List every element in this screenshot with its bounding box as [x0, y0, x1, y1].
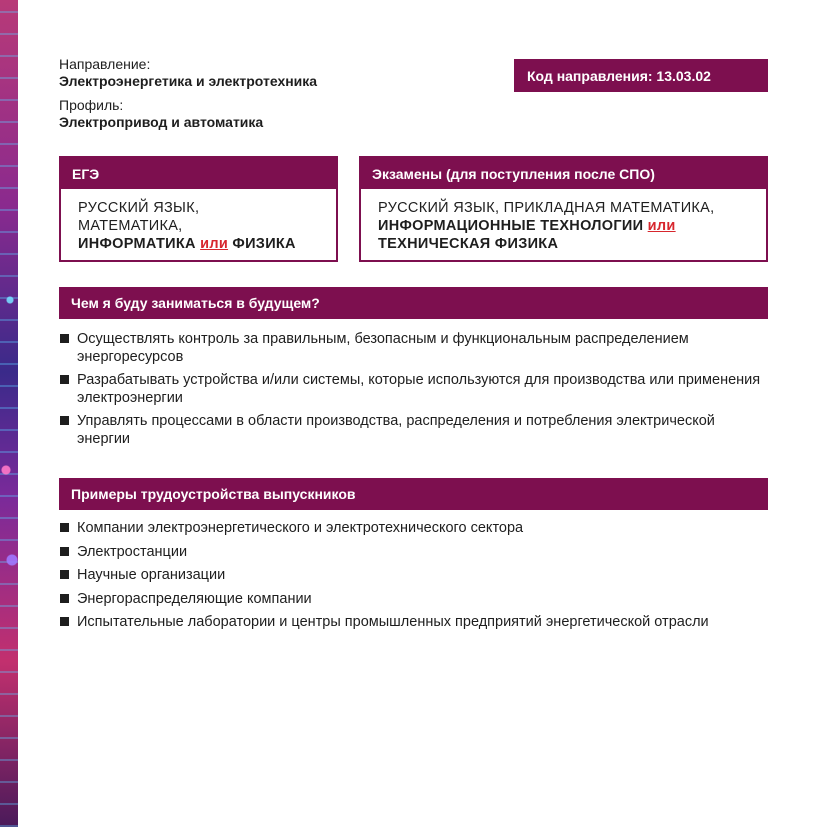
list-item — [59, 543, 768, 561]
ege-subjects — [61, 189, 336, 253]
ege-line-1: РУССКИЙ ЯЗЫК, — [78, 200, 200, 216]
spo-line-1: РУССКИЙ ЯЗЫК, ПРИКЛАДНАЯ МАТЕМАТИКА, — [378, 200, 715, 216]
spo-subject-a: ИНФОРМАЦИОННЫЕ ТЕХНОЛОГИИ — [378, 218, 644, 234]
bullet-square-icon — [60, 594, 69, 603]
spo-title: Экзамены (для поступления после СПО) — [361, 158, 766, 189]
list-item — [59, 613, 768, 631]
profile-label: Профиль: — [59, 97, 124, 113]
direction-code-badge: Код направления: 13.03.02 — [514, 59, 768, 92]
spo-line-3 — [378, 235, 756, 253]
spo-subject-b: ТЕХНИЧЕСКАЯ ФИЗИКА — [378, 236, 559, 252]
list-item — [59, 590, 768, 608]
ege-title: ЕГЭ — [61, 158, 336, 189]
spo-or: или — [647, 218, 676, 234]
future-section-title: Чем я буду заниматься в будущем? — [59, 287, 768, 319]
list-item-text: Электростанции — [77, 543, 188, 560]
bullet-square-icon — [60, 416, 69, 425]
profile-value: Электропривод и автоматика — [59, 114, 264, 130]
bullet-square-icon — [60, 334, 69, 343]
list-item — [59, 412, 768, 448]
bullet-square-icon — [60, 523, 69, 532]
spo-exams-box — [359, 156, 768, 262]
ege-exams-box — [59, 156, 338, 262]
bullet-square-icon — [60, 375, 69, 384]
list-item — [59, 330, 768, 366]
jobs-list — [59, 519, 768, 637]
list-item — [59, 371, 768, 407]
ege-or: или — [200, 236, 229, 252]
list-item-text: Управлять процессами в области производства, распределения и потребления электрической энергии — [77, 413, 715, 447]
ege-line-2: МАТЕМАТИКА, — [78, 218, 183, 234]
list-item-text: Энергораспределяющие компании — [77, 590, 312, 607]
decorative-side-strip — [0, 0, 18, 827]
bullet-square-icon — [60, 617, 69, 626]
list-item-text: Осуществлять контроль за правильным, безопасным и функциональным распределением энергоресурсов — [77, 331, 689, 365]
bullet-square-icon — [60, 547, 69, 556]
list-item-text: Научные организации — [77, 567, 226, 583]
jobs-section-title: Примеры трудоустройства выпускников — [59, 478, 768, 510]
spo-subjects — [361, 189, 766, 253]
direction-label: Направление: — [59, 56, 151, 72]
direction-value: Электроэнергетика и электротехника — [59, 73, 318, 89]
list-item — [59, 519, 768, 537]
list-item-text: Компании электроэнергетического и электротехнического сектора — [77, 520, 524, 536]
ege-subject-b: ФИЗИКА — [232, 236, 296, 252]
program-info — [59, 56, 317, 138]
spo-line-2 — [378, 217, 756, 235]
ege-subject-a: ИНФОРМАТИКА — [78, 236, 196, 252]
list-item — [59, 566, 768, 584]
bullet-square-icon — [60, 570, 69, 579]
list-item-text: Испытательные лаборатории и центры промышленных предприятий энергетической отрасли — [77, 614, 709, 630]
list-item-text: Разрабатывать устройства и/или системы, которые используются для производства или применения электроэнергии — [77, 372, 761, 406]
future-list — [59, 330, 768, 453]
ege-line-3 — [78, 235, 326, 253]
